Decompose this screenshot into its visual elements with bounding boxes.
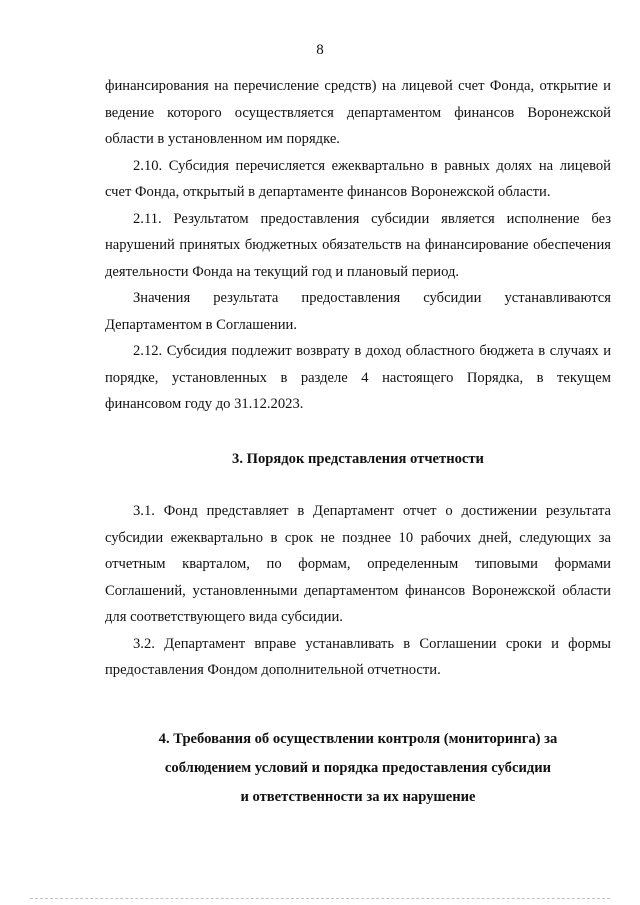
paragraph-2-12: 2.12. Субсидия подлежит возврату в доход областного бюджета в случаях и порядке, установленных в разделе 4 настоящего Порядка, в текущем финансовом году до 31.12.2023. bbox=[105, 343, 611, 412]
paragraph-2-11-values: Значения результата предоставления субсидии устанавливаются Департаментом в Соглашении. bbox=[105, 290, 611, 333]
document-body bbox=[105, 73, 611, 812]
paragraph-3-1: 3.1. Фонд представляет в Департамент отчет о достижении результата субсидии ежеквартально в срок не позднее 10 рабочих дней, следующих за отчетным кварталом, по формам, определенным типовыми формами Соглашений, установленными департаментом финансов Воронежской области для соответствующего вида субсидии. bbox=[105, 503, 611, 625]
section-3-heading: 3. Порядок представления отчетности bbox=[232, 450, 484, 467]
paragraph-2-10: 2.10. Субсидия перечисляется ежеквартально в равных долях на лицевой счет Фонда, открытый в департаменте финансов Воронежской области. bbox=[105, 157, 611, 200]
page-number: 8 bbox=[316, 42, 324, 58]
section-4-heading-line-2: соблюдением условий и порядка предоставления субсидии bbox=[164, 759, 552, 776]
paragraph-3-2: 3.2. Департамент вправе устанавливать в Соглашении сроки и формы предоставления Фондом дополнительной отчетности. bbox=[105, 635, 611, 678]
paragraph-2-11: 2.11. Результатом предоставления субсидии является исполнение без нарушений принятых бюджетных обязательств на финансирование обеспечения деятельности Фонда на текущий год и плановый период. bbox=[105, 210, 611, 280]
section-4-heading-line-1: 4. Требования об осуществлении контроля (мониторинга) за bbox=[158, 730, 558, 747]
scan-edge-line bbox=[30, 898, 610, 899]
paragraph-2-9-continuation: финансирования на перечисление средств) на лицевой счет Фонда, открытие и ведение которого осуществляется департаментом финансов Воронежской области в установленном им порядке. bbox=[105, 78, 611, 147]
section-4-heading bbox=[105, 725, 611, 812]
section-4-heading-line-3: и ответственности за их нарушение bbox=[240, 788, 476, 805]
